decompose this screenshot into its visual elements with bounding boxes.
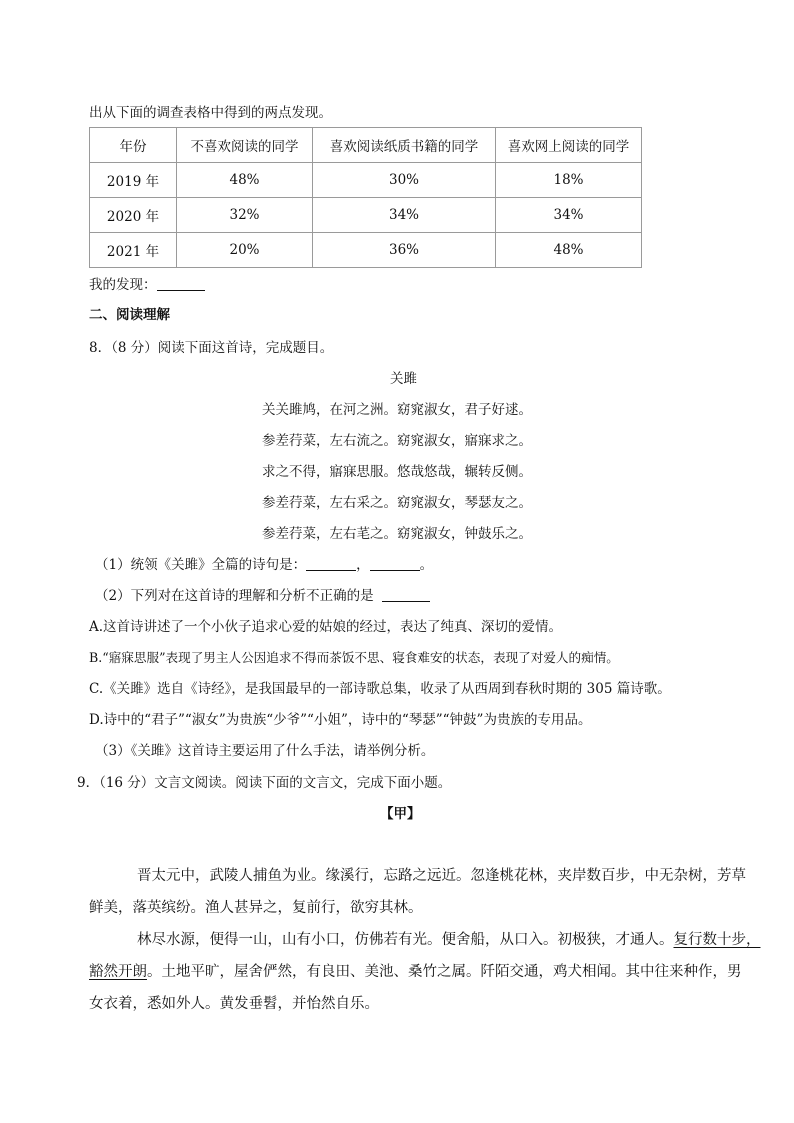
table-cell: 2021 年 — [90, 233, 177, 268]
table-cell: 34% — [496, 198, 642, 233]
option-a: A.这首诗讲述了一个小伙子追求心爱的姑娘的经过，表达了纯真、深切的爱情。 — [89, 619, 563, 635]
finding-label: 我的发现： — [89, 277, 157, 293]
sub-question-3: （3）《关雎》这首诗主要运用了什么手法，请举例分析。 — [95, 743, 435, 759]
sub-question-2 — [95, 586, 430, 606]
answer-blank — [157, 276, 205, 291]
poem-line: 参差荇菜，左右芼之。窈窕淑女，钟鼓乐之。 — [262, 526, 532, 542]
table-header-cell: 喜欢阅读纸质书籍的同学 — [313, 128, 496, 163]
option-b: B.“寤寐思服”表现了男主人公因追求不得而茶饭不思、寝食难安的状态，表现了对爱人的痴情。 — [89, 650, 619, 665]
question-8-stem: 8．（8 分）阅读下面这首诗，完成题目。 — [89, 340, 334, 356]
passage-line: 晋太元中，武陵人捕鱼为业。缘溪行，忘路之远近。忽逢桃花林，夹岸数百步，中无杂树，芳草 — [137, 868, 746, 884]
table-cell: 20% — [177, 233, 313, 268]
table-cell: 18% — [496, 163, 642, 198]
question-9-stem: 9．（16 分）文言文阅读。阅读下面的文言文，完成下面小题。 — [77, 775, 452, 791]
sub-question-1 — [95, 555, 433, 575]
separator: ， — [356, 557, 370, 573]
table-cell: 32% — [177, 198, 313, 233]
underlined-sentence: 复行数十步， — [673, 932, 761, 948]
passage-line: 鲜美，落英缤纷。渔人甚异之，复前行，欲穷其林。 — [89, 900, 423, 916]
table-header-row — [90, 128, 642, 163]
answer-blank — [370, 556, 420, 571]
poem-line: 关关雎鸠，在河之洲。窈窕淑女，君子好逑。 — [262, 402, 532, 418]
passage-line: 女衣着，悉如外人。黄发垂髫，并怡然自乐。 — [89, 996, 379, 1012]
table-row — [90, 233, 642, 268]
poem-line: 参差荇菜，左右流之。窈窕淑女，寤寐求之。 — [262, 433, 532, 449]
answer-blank — [306, 556, 356, 571]
underlined-sentence: 豁然开朗 — [89, 964, 147, 980]
end-mark: 。 — [419, 557, 434, 573]
table-header-cell: 不喜欢阅读的同学 — [177, 128, 313, 163]
intro-line: 出从下面的调查表格中得到的两点发现。 — [89, 105, 332, 121]
sub-question-2-text: （2）下列对在这首诗的理解和分析不正确的是 — [95, 588, 374, 604]
passage-line — [137, 930, 761, 950]
table-cell: 2020 年 — [90, 198, 177, 233]
table-cell: 48% — [177, 163, 313, 198]
survey-table — [89, 127, 642, 268]
option-c: C.《关雎》选自《诗经》，是我国最早的一部诗歌总集，收录了从西周到春秋时期的 305 篇诗歌。 — [89, 681, 671, 697]
poem-line: 求之不得，寤寐思服。悠哉悠哉，辗转反侧。 — [262, 464, 532, 480]
passage-text: 。土地平旷，屋舍俨然，有良田、美池、桑竹之属。阡陌交通，鸡犬相闻。其中往来种作，男 — [147, 964, 742, 980]
table-cell: 2019 年 — [90, 163, 177, 198]
table-cell: 36% — [313, 233, 496, 268]
section-title: 二、阅读理解 — [89, 307, 170, 323]
poem-title: 关雎 — [390, 371, 417, 387]
poem-line: 参差荇菜，左右采之。窈窕淑女，琴瑟友之。 — [262, 495, 532, 511]
table-row — [90, 163, 642, 198]
answer-blank — [382, 587, 430, 602]
table-cell: 48% — [496, 233, 642, 268]
option-d: D.诗中的“君子”“淑女”为贵族“少爷”“小姐”，诗中的“琴瑟”“钟鼓”为贵族的专用品。 — [89, 712, 592, 728]
table-header-cell: 喜欢网上阅读的同学 — [496, 128, 642, 163]
table-cell: 30% — [313, 163, 496, 198]
table-row — [90, 198, 642, 233]
passage-line — [89, 962, 742, 982]
finding-line — [89, 275, 205, 295]
table-header-cell: 年份 — [90, 128, 177, 163]
table-cell: 34% — [313, 198, 496, 233]
passage-text: 林尽水源，便得一山，山有小口，仿佛若有光。便舍船，从口入。初极狭，才通人。 — [137, 932, 674, 948]
part-label: 【甲】 — [380, 806, 421, 822]
sub-question-1-text: （1）统领《关雎》全篇的诗句是： — [95, 557, 307, 573]
